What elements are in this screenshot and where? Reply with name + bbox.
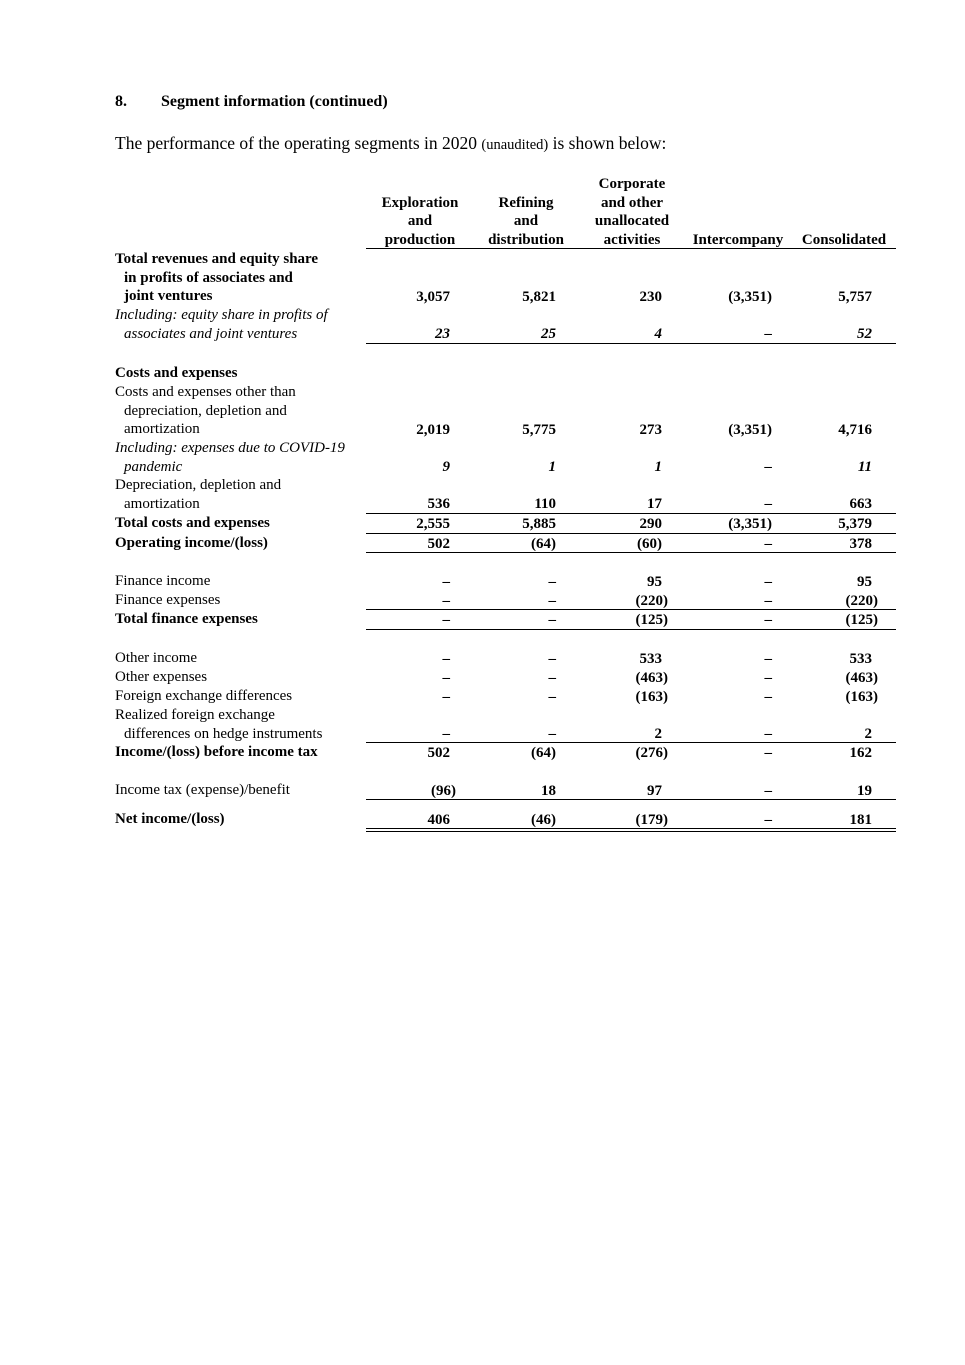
col-header-intercompany: Intercompany <box>692 231 784 248</box>
col-header-corporate: Corporate and other unallocated activities <box>594 176 670 248</box>
header-underline <box>366 248 896 249</box>
row-costs-heading: Costs and expenses <box>115 365 238 381</box>
rule-net-income-2 <box>366 831 896 832</box>
row-total-revenues: Total revenues and equity share in profits of associates and joint ventures 3,057 5,821 230 (3,351) 5,757 <box>115 251 872 305</box>
section-number: 8. <box>115 93 127 110</box>
col-header-refining: Refining and distribution <box>488 194 564 248</box>
row-costs-other: Costs and expenses other than depreciation, depletion and amortization 2,019 5,775 273 (3,351) 4,716 <box>115 384 872 438</box>
row-net-income: Net income/(loss) 406 (46) (179) – 181 <box>115 811 872 828</box>
rule-net-income-1 <box>366 828 896 829</box>
row-other-income: Other income – – 533 – 533 <box>115 650 872 667</box>
row-finance-income: Finance income – – 95 – 95 <box>115 573 872 590</box>
unaudited-note: (unaudited) <box>481 137 549 153</box>
row-income-before-tax: Income/(loss) before income tax 502 (64) (276) – 162 <box>115 744 872 761</box>
row-realized-fx: Realized foreign exchange differences on hedge instruments – – 2 – 2 <box>115 707 872 742</box>
rule-income-tax <box>366 799 896 800</box>
row-covid-expenses: Including: expenses due to COVID-19 pandemic 9 1 1 – 11 <box>115 440 872 475</box>
row-finance-expenses: Finance expenses – – (220) – (220) <box>115 592 878 609</box>
col-header-consolidated: Consolidated <box>801 231 887 248</box>
col-header-exploration: Exploration and production <box>381 194 459 248</box>
rule-total-finance <box>366 629 896 630</box>
row-equity-share: Including: equity share in profits of associates and joint ventures 23 25 4 – 52 <box>115 307 872 342</box>
row-operating-income: Operating income/(loss) 502 (64) (60) – 378 <box>115 535 872 552</box>
section-title: Segment information (continued) <box>161 93 388 110</box>
row-total-finance-expenses: Total finance expenses – – (125) – (125) <box>115 611 878 628</box>
rule-revenues <box>366 343 896 344</box>
row-fx-differences: Foreign exchange differences – – (163) – (163) <box>115 688 878 705</box>
row-total-costs: Total costs and expenses 2,555 5,885 290 (3,351) 5,379 <box>115 515 872 532</box>
section-heading <box>115 93 388 111</box>
rule-operating-income <box>366 552 896 553</box>
row-dda: Depreciation, depletion and amortization 536 110 17 – 663 <box>115 477 872 512</box>
row-income-tax: Income tax (expense)/benefit (96) 18 97 – 19 <box>115 782 872 799</box>
row-other-expenses: Other expenses – – (463) – (463) <box>115 669 878 686</box>
intro-text: The performance of the operating segments in 2020 (unaudited) is shown below: <box>115 133 667 153</box>
